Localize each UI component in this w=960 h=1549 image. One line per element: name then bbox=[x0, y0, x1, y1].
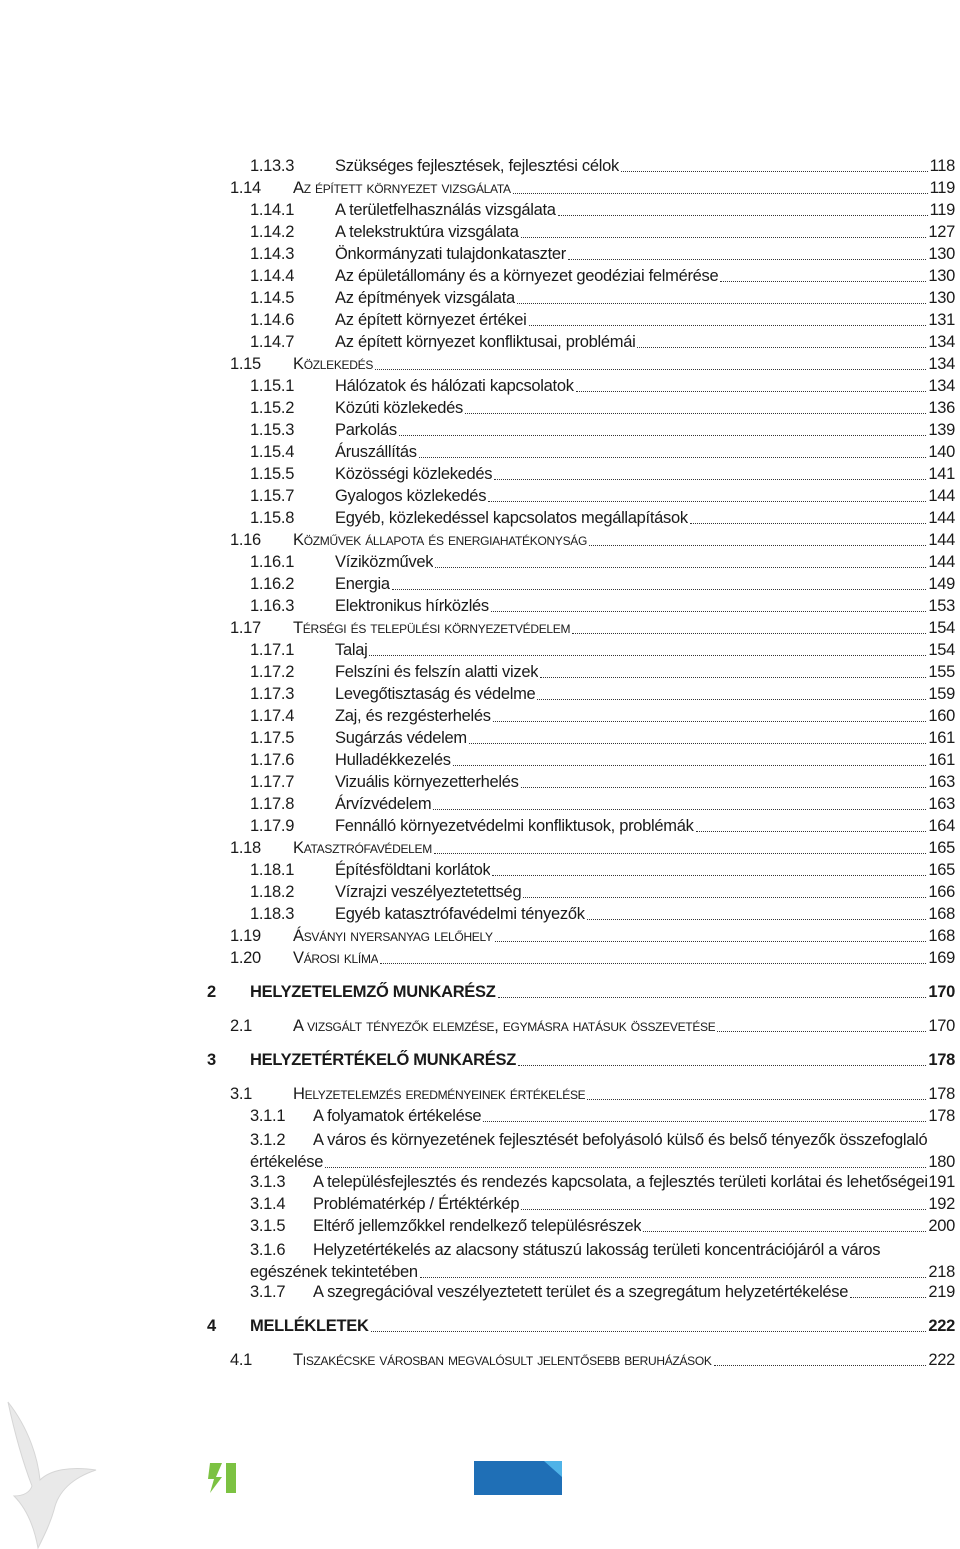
toc-entry[interactable] bbox=[250, 266, 955, 286]
toc-entry-number: 1.14.2 bbox=[250, 223, 295, 241]
toc-leader-dots bbox=[850, 1297, 926, 1298]
toc-entry-number: 1.15 bbox=[230, 355, 261, 373]
toc-entry[interactable] bbox=[250, 662, 955, 682]
toc-entry-title: MELLÉKLETEK bbox=[250, 1317, 369, 1335]
toc-entry-number: 1.17.5 bbox=[250, 729, 295, 747]
toc-entry[interactable] bbox=[250, 1106, 955, 1126]
toc-leader-dots bbox=[643, 1231, 926, 1232]
toc-entry-page: 154 bbox=[928, 641, 955, 659]
toc-leader-dots bbox=[493, 721, 927, 722]
toc-entry-number: 1.15.8 bbox=[250, 509, 295, 527]
toc-entry-number: 1.14.5 bbox=[250, 289, 295, 307]
toc-entry-title: Helyzetelemzés eredményeinek értékelése bbox=[293, 1085, 586, 1103]
toc-entry[interactable] bbox=[230, 1084, 955, 1104]
toc-entry[interactable] bbox=[250, 1194, 955, 1214]
toc-entry-number: 1.15.4 bbox=[250, 443, 295, 461]
toc-entry-title: Fennálló környezetvédelmi konfliktusok, problémák bbox=[335, 817, 694, 835]
toc-entry-title: Térségi és települési környezetvédelem bbox=[293, 619, 571, 637]
toc-entry-page: 218 bbox=[928, 1263, 955, 1281]
toc-entry-number: 1.17.1 bbox=[250, 641, 295, 659]
toc-leader-dots bbox=[690, 523, 927, 524]
toc-leader-dots bbox=[717, 1031, 926, 1032]
toc-leader-dots bbox=[420, 1277, 927, 1278]
toc-leader-dots bbox=[399, 435, 927, 436]
toc-entry-title: Egyéb, közlekedéssel kapcsolatos megállapítások bbox=[335, 509, 688, 527]
toc-entry-page: 140 bbox=[928, 443, 955, 461]
toc-entry[interactable] bbox=[250, 596, 955, 616]
toc-entry-title: Eltérő jellemzőkkel rendelkező településrészek bbox=[313, 1217, 642, 1235]
toc-entry-page: 170 bbox=[928, 1017, 955, 1035]
toc-entry-title: Szükséges fejlesztések, fejlesztési célok bbox=[335, 157, 619, 175]
toc-entry-title: Hulladékkezelés bbox=[335, 751, 451, 769]
toc-entry-title: Közművek állapota és energiahatékonyság bbox=[293, 531, 588, 549]
toc-entry[interactable] bbox=[250, 156, 955, 176]
toc-entry-number: 3.1.5 bbox=[250, 1217, 286, 1235]
toc-entry-title: HELYZETELEMZŐ MUNKARÉSZ bbox=[250, 983, 496, 1001]
toc-leader-dots bbox=[369, 655, 926, 656]
toc-entry[interactable] bbox=[250, 640, 955, 660]
toc-entry[interactable] bbox=[230, 354, 955, 374]
toc-leader-dots bbox=[495, 941, 927, 942]
toc-entry-number: 3.1.4 bbox=[250, 1195, 286, 1213]
toc-entry[interactable] bbox=[250, 794, 955, 814]
toc-entry-number: 1.16.2 bbox=[250, 575, 295, 593]
toc-entry-number: 1.15.7 bbox=[250, 487, 295, 505]
toc-entry-page: 155 bbox=[928, 663, 955, 681]
toc-entry-number: 1.15.1 bbox=[250, 377, 295, 395]
toc-entry-page: 178 bbox=[928, 1051, 955, 1069]
toc-entry-number: 1.14.6 bbox=[250, 311, 295, 329]
toc-entry-title: Az épített környezet konfliktusai, problémái bbox=[335, 333, 636, 351]
toc-entry-number: 3 bbox=[207, 1051, 216, 1069]
toc-entry-number: 1.17.6 bbox=[250, 751, 295, 769]
toc-leader-dots bbox=[513, 193, 928, 194]
toc-entry[interactable] bbox=[250, 1216, 955, 1236]
toc-entry-page: 149 bbox=[928, 575, 955, 593]
toc-entry[interactable] bbox=[250, 244, 955, 264]
toc-entry-title: Hálózatok és hálózati kapcsolatok bbox=[335, 377, 574, 395]
toc-leader-dots bbox=[371, 1331, 927, 1332]
toc-entry[interactable] bbox=[250, 772, 955, 792]
toc-entry-page: 163 bbox=[928, 773, 955, 791]
toc-leader-dots bbox=[483, 1121, 926, 1122]
toc-leader-dots bbox=[720, 281, 926, 282]
toc-entry-page: 136 bbox=[928, 399, 955, 417]
toc-entry[interactable] bbox=[250, 552, 955, 572]
toc-entry-page: 130 bbox=[928, 267, 955, 285]
toc-entry[interactable] bbox=[250, 288, 955, 308]
toc-leader-dots bbox=[537, 699, 926, 700]
toc-entry-title: Egyéb katasztrófavédelmi tényezők bbox=[335, 905, 585, 923]
toc-leader-dots bbox=[589, 545, 926, 546]
toc-entry-title: Tiszakécske városban megvalósult jelentősebb beruházások bbox=[293, 1351, 712, 1369]
toc-leader-dots bbox=[621, 171, 928, 172]
toc-entry-title: Talaj bbox=[335, 641, 368, 659]
toc-entry-title: Felszíni és felszín alatti vizek bbox=[335, 663, 539, 681]
toc-entry[interactable] bbox=[250, 728, 955, 748]
toc-entry-page: 159 bbox=[928, 685, 955, 703]
toc-leader-dots bbox=[435, 567, 926, 568]
toc-entry-title: Városi klíma bbox=[293, 949, 379, 967]
toc-entry-number: 1.18.1 bbox=[250, 861, 295, 879]
toc-entry-page: 178 bbox=[928, 1107, 955, 1125]
toc-entry-page: 160 bbox=[928, 707, 955, 725]
toc-leader-dots bbox=[521, 787, 927, 788]
toc-entry[interactable] bbox=[250, 376, 955, 396]
toc-entry[interactable] bbox=[250, 1282, 955, 1302]
toc-entry-page: 144 bbox=[928, 531, 955, 549]
toc-entry[interactable] bbox=[250, 1128, 955, 1172]
toc-entry[interactable] bbox=[207, 982, 955, 1002]
toc-leader-dots bbox=[587, 1099, 926, 1100]
toc-entry-title: Vizuális környezetterhelés bbox=[335, 773, 519, 791]
toc-entry[interactable] bbox=[230, 618, 955, 638]
toc-entry-page: 131 bbox=[928, 311, 955, 329]
toc-entry-page: 222 bbox=[928, 1317, 955, 1335]
toc-entry[interactable] bbox=[250, 398, 955, 418]
toc-entry-page: 161 bbox=[928, 751, 955, 769]
toc-entry-title: HELYZETÉRTÉKELŐ MUNKARÉSZ bbox=[250, 1051, 516, 1069]
toc-leader-dots bbox=[518, 1065, 926, 1066]
toc-entry[interactable] bbox=[250, 750, 955, 770]
toc-entry-page: 130 bbox=[928, 245, 955, 263]
toc-entry-number: 1.16 bbox=[230, 531, 261, 549]
toc-entry-title: Önkormányzati tulajdonkataszter bbox=[335, 245, 566, 263]
toc-leader-dots bbox=[540, 677, 926, 678]
toc-leader-dots bbox=[375, 369, 926, 370]
toc-leader-dots bbox=[325, 1167, 926, 1168]
toc-entry[interactable] bbox=[230, 948, 955, 968]
toc-entry-title: Közlekedés bbox=[293, 355, 374, 373]
toc-entry[interactable] bbox=[250, 1172, 955, 1192]
toc-entry-number: 3.1.2 bbox=[250, 1131, 286, 1149]
toc-entry-number: 1.20 bbox=[230, 949, 261, 967]
toc-leader-dots bbox=[696, 831, 927, 832]
toc-entry-page: 134 bbox=[928, 355, 955, 373]
toc-entry[interactable] bbox=[250, 1238, 955, 1282]
toc-entry-number: 1.16.3 bbox=[250, 597, 295, 615]
toc-entry-page: 127 bbox=[928, 223, 955, 241]
toc-entry-title: Az épületállomány és a környezet geodéziai felmérése bbox=[335, 267, 719, 285]
toc-entry[interactable] bbox=[250, 222, 955, 242]
toc-entry-page: 164 bbox=[928, 817, 955, 835]
toc-entry[interactable] bbox=[250, 442, 955, 462]
toc-entry-page: 192 bbox=[928, 1195, 955, 1213]
toc-entry[interactable] bbox=[230, 178, 955, 198]
toc-entry-page: 165 bbox=[928, 861, 955, 879]
toc-leader-dots bbox=[419, 457, 927, 458]
toc-entry[interactable] bbox=[230, 1016, 955, 1036]
toc-leader-dots bbox=[587, 919, 927, 920]
toc-entry-number: 1.13.3 bbox=[250, 157, 295, 175]
toc-leader-dots bbox=[498, 997, 927, 998]
toc-entry-title: Közúti közlekedés bbox=[335, 399, 463, 417]
toc-entry[interactable] bbox=[230, 1350, 955, 1370]
toc-entry-number: 1.17.8 bbox=[250, 795, 295, 813]
toc-entry-title: Az épített környezet vizsgálata bbox=[293, 179, 511, 197]
toc-leader-dots bbox=[469, 743, 927, 744]
toc-entry-page: 144 bbox=[928, 553, 955, 571]
toc-leader-dots bbox=[488, 501, 926, 502]
toc-entry-page: 219 bbox=[928, 1283, 955, 1301]
toc-entry[interactable] bbox=[250, 574, 955, 594]
toc-entry[interactable] bbox=[207, 1050, 955, 1070]
toc-entry-title: Zaj, és rezgésterhelés bbox=[335, 707, 491, 725]
toc-entry-title: Levegőtisztaság és védelme bbox=[335, 685, 536, 703]
toc-entry-page: 153 bbox=[928, 597, 955, 615]
toc-entry-page: 166 bbox=[928, 883, 955, 901]
toc-entry[interactable] bbox=[250, 904, 955, 924]
toc-entry-number: 3.1.1 bbox=[250, 1107, 286, 1125]
toc-leader-dots bbox=[714, 1365, 927, 1366]
toc-entry[interactable] bbox=[250, 486, 955, 506]
toc-entry-number: 1.17.7 bbox=[250, 773, 295, 791]
toc-entry-number: 3.1.3 bbox=[250, 1173, 286, 1191]
toc-entry[interactable] bbox=[250, 706, 955, 726]
toc-leader-dots bbox=[380, 963, 926, 964]
toc-leader-dots bbox=[637, 347, 926, 348]
toc-entry-page: 222 bbox=[928, 1351, 955, 1369]
toc-entry-page: 180 bbox=[928, 1153, 955, 1171]
toc-entry-page: 165 bbox=[928, 839, 955, 857]
toc-entry-number: 1.16.1 bbox=[250, 553, 295, 571]
toc-entry-title: A telekstruktúra vizsgálata bbox=[335, 223, 519, 241]
toc-entry-number: 3.1.6 bbox=[250, 1241, 286, 1259]
toc-entry-page: 144 bbox=[928, 509, 955, 527]
toc-entry-title: Gyalogos közlekedés bbox=[335, 487, 487, 505]
toc-entry-title: A folyamatok értékelése bbox=[313, 1107, 482, 1125]
toc-entry-title: A város és környezetének fejlesztését befolyásoló külső és belső tényezők összefoglaló bbox=[313, 1131, 928, 1149]
toc-entry-title: Víziközművek bbox=[335, 553, 434, 571]
toc-entry-title: Helyzetértékelés az alacsony státuszú lakosság területi koncentrációjáról a város bbox=[313, 1241, 881, 1259]
toc-leader-dots bbox=[523, 897, 926, 898]
toc-entry-number: 4 bbox=[207, 1317, 216, 1335]
toc-entry-number: 1.15.3 bbox=[250, 421, 295, 439]
mapi-logo bbox=[474, 1457, 566, 1502]
toc-entry-number: 1.15.5 bbox=[250, 465, 295, 483]
toc-entry-page: 134 bbox=[928, 333, 955, 351]
toc-entry-page: 144 bbox=[928, 487, 955, 505]
toc-entry-number: 1.18 bbox=[230, 839, 261, 857]
toc-leader-dots bbox=[433, 809, 926, 810]
toc-entry-title: Vízrajzi veszélyeztetettség bbox=[335, 883, 522, 901]
toc-leader-dots bbox=[529, 325, 927, 326]
toc-entry-title: Építésföldtani korlátok bbox=[335, 861, 491, 879]
toc-entry[interactable] bbox=[250, 200, 955, 220]
toc-entry-number: 1.17.9 bbox=[250, 817, 295, 835]
bird-watermark-icon bbox=[0, 1400, 110, 1549]
toc-entry-number: 1.15.2 bbox=[250, 399, 295, 417]
toc-leader-dots bbox=[434, 853, 926, 854]
toc-entry-title: Árvízvédelem bbox=[335, 795, 432, 813]
toc-entry-number: 2 bbox=[207, 983, 216, 1001]
toc-entry-title: A területfelhasználás vizsgálata bbox=[335, 201, 556, 219]
toc-entry-title: Elektronikus hírközlés bbox=[335, 597, 489, 615]
toc-leader-dots bbox=[492, 875, 926, 876]
toc-entry-page: 169 bbox=[928, 949, 955, 967]
toc-entry-page: 200 bbox=[928, 1217, 955, 1235]
toc-entry-title: Parkolás bbox=[335, 421, 397, 439]
toc-entry-title: Áruszállítás bbox=[335, 443, 417, 461]
toc-entry-title: Sugárzás védelem bbox=[335, 729, 467, 747]
toc-leader-dots bbox=[572, 633, 926, 634]
toc-leader-dots bbox=[491, 611, 926, 612]
toc-entry-page: 119 bbox=[929, 179, 955, 197]
toc-entry-number: 3.1.7 bbox=[250, 1283, 286, 1301]
toc-entry-title: Az építmények vizsgálata bbox=[335, 289, 515, 307]
toc-entry-page: 139 bbox=[928, 421, 955, 439]
toc-entry-number: 1.14.3 bbox=[250, 245, 295, 263]
toc-leader-dots bbox=[392, 589, 927, 590]
toc-entry-number: 1.18.3 bbox=[250, 905, 295, 923]
toc-entry-page: 178 bbox=[928, 1085, 955, 1103]
toc-entry[interactable] bbox=[250, 860, 955, 880]
toc-entry-number: 2.1 bbox=[230, 1017, 253, 1035]
toc-entry-number: 3.1 bbox=[230, 1085, 253, 1103]
toc-entry-title: Közösségi közlekedés bbox=[335, 465, 493, 483]
toc-entry-title: Ásványi nyersanyag lelőhely bbox=[293, 927, 493, 945]
toc-entry-title-continued: értékelése bbox=[250, 1153, 324, 1171]
toc-entry-page: 168 bbox=[928, 905, 955, 923]
toc-entry-number: 1.19 bbox=[230, 927, 261, 945]
toc-entry-title-continued: egészének tekintetében bbox=[250, 1263, 418, 1281]
toc-leader-dots bbox=[576, 391, 927, 392]
toc-entry-number: 1.14.7 bbox=[250, 333, 295, 351]
toc-entry[interactable] bbox=[250, 882, 955, 902]
toc-entry-title: Problématérkép / Értéktérkép bbox=[313, 1195, 520, 1213]
toc-entry-number: 4.1 bbox=[230, 1351, 253, 1369]
toc-entry-page: 170 bbox=[928, 983, 955, 1001]
toc-entry-title: Az épített környezet értékei bbox=[335, 311, 527, 329]
toc-entry-title: Energia bbox=[335, 575, 390, 593]
toc-entry-title: A vizsgált tényezők elemzése, egymásra hatásuk összevetése bbox=[293, 1017, 716, 1035]
toc-entry-title: Katasztrófavédelem bbox=[293, 839, 432, 857]
toc-entry-page: 119 bbox=[929, 201, 955, 219]
toc-entry-number: 1.18.2 bbox=[250, 883, 295, 901]
toc-entry[interactable] bbox=[250, 816, 955, 836]
toc-entry-number: 1.14.4 bbox=[250, 267, 295, 285]
toc-entry[interactable] bbox=[250, 508, 955, 528]
toc-entry[interactable] bbox=[250, 464, 955, 484]
toc-leader-dots bbox=[521, 1209, 926, 1210]
toc-leader-dots bbox=[558, 215, 928, 216]
toc-entry-number: 1.17.2 bbox=[250, 663, 295, 681]
toc-entry-number: 1.17.3 bbox=[250, 685, 295, 703]
toc-entry-page: 118 bbox=[929, 157, 955, 175]
toc-leader-dots bbox=[453, 765, 927, 766]
toc-entry[interactable] bbox=[230, 530, 955, 550]
toc-entry-title: A szegregációval veszélyeztetett terület és a szegregátum helyzetértékelése bbox=[313, 1283, 849, 1301]
toc-entry[interactable] bbox=[207, 1316, 955, 1336]
toc-entry-title: A településfejlesztés és rendezés kapcsolata, a fejlesztés területi korlátai és lehetőségei bbox=[313, 1173, 928, 1191]
toc-entry[interactable] bbox=[230, 838, 955, 858]
toc-entry-number: 1.17.4 bbox=[250, 707, 295, 725]
toc-entry-number: 1.14 bbox=[230, 179, 261, 197]
toc-leader-dots bbox=[494, 479, 926, 480]
toc-entry-page: 141 bbox=[928, 465, 955, 483]
toc-entry-page: 168 bbox=[928, 927, 955, 945]
toc-entry-page: 163 bbox=[928, 795, 955, 813]
cowi-logo bbox=[360, 1457, 450, 1502]
toc-leader-dots bbox=[568, 259, 926, 260]
toc-entry[interactable] bbox=[250, 310, 955, 330]
toc-leader-dots bbox=[521, 237, 927, 238]
toc-leader-dots bbox=[517, 303, 926, 304]
toc-entry[interactable] bbox=[250, 420, 955, 440]
toc-entry-page: 154 bbox=[928, 619, 955, 637]
toc-entry-page: 161 bbox=[928, 729, 955, 747]
toc-entry-number: 1.17 bbox=[230, 619, 261, 637]
toc-entry-number: 1.14.1 bbox=[250, 201, 295, 219]
toc-entry-page: 191 bbox=[928, 1173, 955, 1191]
toc-entry[interactable] bbox=[250, 684, 955, 704]
toc-leader-dots bbox=[465, 413, 926, 414]
toc-entry-page: 134 bbox=[928, 377, 955, 395]
toc-entry-page: 130 bbox=[928, 289, 955, 307]
toc-entry[interactable] bbox=[230, 926, 955, 946]
toc-entry[interactable] bbox=[250, 332, 955, 352]
